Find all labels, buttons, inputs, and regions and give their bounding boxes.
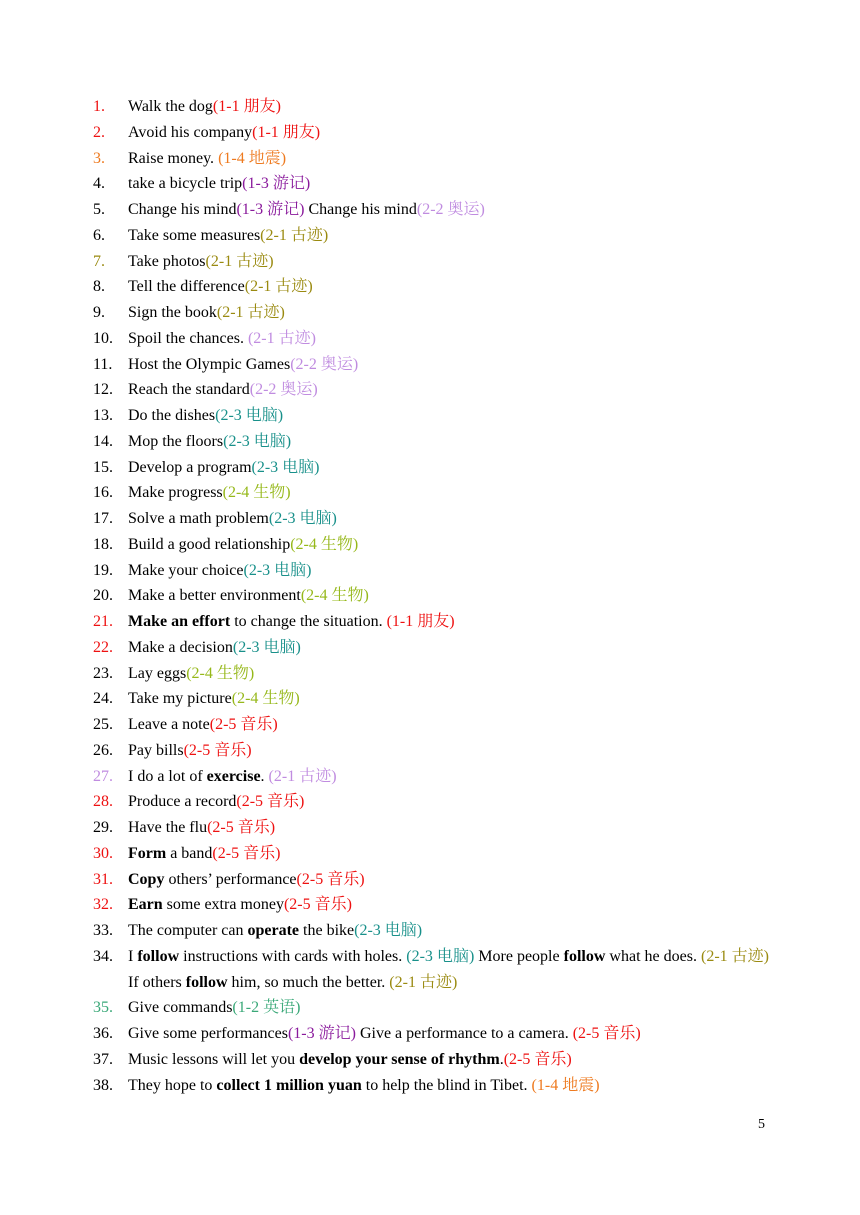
item-number: 13. bbox=[93, 407, 113, 424]
item-number: 27. bbox=[93, 767, 113, 785]
phrase-text: Mop the floors bbox=[128, 432, 224, 450]
lesson-tag: (2-3 电脑) bbox=[251, 458, 320, 476]
phrase-text: I bbox=[128, 947, 138, 965]
item-text bbox=[128, 892, 769, 918]
list-item bbox=[93, 506, 769, 532]
list-item bbox=[93, 995, 769, 1021]
list-item bbox=[93, 583, 769, 609]
phrase-text: Make a better environment bbox=[128, 587, 301, 605]
item-number: 20. bbox=[93, 587, 113, 605]
lesson-tag: (2-3 电脑) bbox=[354, 922, 423, 939]
list-item bbox=[93, 1047, 769, 1073]
list-item bbox=[93, 532, 769, 558]
lesson-tag: (1-1 朋友) bbox=[252, 123, 321, 141]
list-item bbox=[93, 892, 769, 918]
list-item bbox=[93, 480, 769, 506]
phrase-text: If others bbox=[128, 973, 186, 991]
list-item bbox=[93, 146, 769, 172]
phrase-text: instructions with cards with holes. bbox=[179, 947, 407, 965]
item-number: 4. bbox=[93, 175, 105, 193]
lesson-tag: (2-4 生物) bbox=[300, 587, 369, 605]
lesson-tag: (2-5 音乐) bbox=[183, 741, 252, 759]
list-item bbox=[93, 274, 769, 300]
lesson-tag: (1-3 游记) bbox=[287, 1025, 356, 1042]
phrase-text: . bbox=[499, 1050, 504, 1068]
lesson-tag: (2-5 音乐) bbox=[209, 716, 278, 733]
phrase-text: Build a good relationship bbox=[128, 535, 291, 553]
lesson-tag: (2-1 古迹) bbox=[700, 947, 769, 965]
item-number: 35. bbox=[93, 999, 113, 1017]
lesson-tag: (2-4 生物) bbox=[222, 484, 291, 502]
item-text bbox=[128, 789, 769, 815]
item-number: 21. bbox=[93, 613, 113, 630]
item-number: 17. bbox=[93, 510, 113, 527]
phrase-text: Develop a program bbox=[128, 458, 252, 476]
item-number: 34. bbox=[93, 947, 113, 965]
lesson-tag: (2-2 奥运) bbox=[290, 355, 359, 373]
item-text bbox=[128, 738, 769, 764]
phrase-text: Host the Olympic Games bbox=[128, 355, 291, 373]
item-number: 32. bbox=[93, 896, 113, 914]
lesson-tag: (1-4 地震) bbox=[218, 149, 287, 167]
lesson-tag: (2-5 音乐) bbox=[236, 793, 305, 811]
lesson-tag: (2-5 音乐) bbox=[212, 844, 281, 862]
item-number: 25. bbox=[93, 716, 113, 733]
phrase-text: . bbox=[260, 767, 269, 785]
item-text bbox=[128, 377, 769, 403]
item-number: 29. bbox=[93, 819, 113, 836]
phrase-text: Make progress bbox=[128, 484, 223, 502]
item-number: 1. bbox=[93, 98, 105, 115]
lesson-tag: (2-3 电脑) bbox=[223, 432, 292, 450]
item-number: 3. bbox=[93, 149, 105, 167]
item-text bbox=[128, 661, 769, 687]
item-text bbox=[128, 841, 769, 867]
item-text bbox=[128, 146, 769, 172]
list-item bbox=[93, 197, 769, 223]
phrase-text: to help the blind in Tibet. bbox=[361, 1076, 532, 1094]
item-number: 31. bbox=[93, 870, 113, 888]
list-item bbox=[93, 815, 769, 841]
list-item bbox=[93, 738, 769, 764]
phrase-text: Tell the difference bbox=[128, 278, 245, 296]
item-text bbox=[128, 944, 769, 996]
list-item bbox=[93, 764, 769, 790]
phrase-text: Change his mind bbox=[128, 201, 237, 218]
phrase-text: Do the dishes bbox=[128, 407, 216, 424]
list-item bbox=[93, 171, 769, 197]
list-item bbox=[93, 635, 769, 661]
item-text bbox=[128, 1047, 769, 1073]
item-text bbox=[128, 403, 769, 429]
item-text bbox=[128, 455, 769, 481]
lesson-tag: (1-3 游记) bbox=[242, 175, 311, 193]
lesson-tag: (1-1 朋友) bbox=[386, 613, 455, 630]
lesson-tag: (2-1 古迹) bbox=[247, 329, 316, 347]
item-text bbox=[128, 326, 769, 352]
item-text bbox=[128, 686, 769, 712]
phrase-text: the bike bbox=[299, 922, 355, 939]
item-number: 38. bbox=[93, 1076, 113, 1094]
item-number: 14. bbox=[93, 432, 113, 450]
item-number: 15. bbox=[93, 458, 113, 476]
lesson-tag: (2-4 生物) bbox=[290, 535, 359, 553]
list-item bbox=[93, 120, 769, 146]
phrase-text: More people bbox=[474, 947, 564, 965]
lesson-tag: (2-2 奥运) bbox=[249, 381, 318, 399]
phrase-text: others’ performance bbox=[164, 870, 297, 888]
item-number: 11. bbox=[93, 355, 113, 373]
item-number: 19. bbox=[93, 561, 113, 579]
lesson-tag: (2-3 电脑) bbox=[243, 561, 312, 579]
item-number: 16. bbox=[93, 484, 113, 502]
phrase-text: Have the flu bbox=[128, 819, 208, 836]
item-text bbox=[128, 609, 769, 635]
item-number: 22. bbox=[93, 638, 113, 656]
item-text bbox=[128, 712, 769, 738]
key-phrase: Form bbox=[128, 844, 167, 862]
phrase-text: Walk the dog bbox=[128, 98, 213, 115]
item-text bbox=[128, 249, 769, 275]
lesson-tag: (1-1 朋友) bbox=[212, 98, 281, 115]
phrase-text: Sign the book bbox=[128, 304, 217, 321]
list-item bbox=[93, 223, 769, 249]
list-item bbox=[93, 661, 769, 687]
list-item bbox=[93, 326, 769, 352]
item-text bbox=[128, 506, 769, 532]
phrase-text: They hope to bbox=[128, 1076, 217, 1094]
lesson-tag: (2-4 生物) bbox=[231, 690, 300, 708]
phrase-text: some extra money bbox=[162, 896, 284, 914]
list-item bbox=[93, 429, 769, 455]
item-text bbox=[128, 764, 769, 790]
phrase-text: Give commands bbox=[128, 999, 233, 1017]
list-item bbox=[93, 455, 769, 481]
item-text bbox=[128, 995, 769, 1021]
item-number: 6. bbox=[93, 226, 105, 244]
lesson-tag: (2-3 电脑) bbox=[268, 510, 337, 527]
list-item bbox=[93, 789, 769, 815]
item-text bbox=[128, 918, 769, 944]
list-item bbox=[93, 944, 769, 996]
list-item bbox=[93, 841, 769, 867]
item-text bbox=[128, 867, 769, 893]
item-number: 7. bbox=[93, 252, 105, 270]
phrase-text: Solve a math problem bbox=[128, 510, 269, 527]
key-phrase: follow bbox=[137, 947, 180, 965]
numbered-list bbox=[93, 94, 769, 1098]
lesson-tag: (2-1 古迹) bbox=[244, 278, 313, 296]
phrase-text: Give a performance to a camera. bbox=[355, 1025, 573, 1042]
lesson-tag: (2-5 音乐) bbox=[503, 1050, 572, 1068]
lesson-tag: (2-5 音乐) bbox=[283, 896, 352, 914]
item-number: 30. bbox=[93, 844, 113, 862]
item-text bbox=[128, 558, 769, 584]
phrase-text: Leave a note bbox=[128, 716, 210, 733]
item-text bbox=[128, 429, 769, 455]
item-text bbox=[128, 274, 769, 300]
item-number: 33. bbox=[93, 922, 113, 939]
key-phrase: exercise bbox=[206, 767, 261, 785]
key-phrase: operate bbox=[247, 922, 300, 939]
phrase-text: Reach the standard bbox=[128, 381, 250, 399]
phrase-text: him, so much the better. bbox=[227, 973, 390, 991]
phrase-text: what he does. bbox=[605, 947, 701, 965]
lesson-tag: (2-5 音乐) bbox=[296, 870, 365, 888]
list-item bbox=[93, 609, 769, 635]
item-text bbox=[128, 120, 769, 146]
list-item bbox=[93, 712, 769, 738]
phrase-text: to change the situation. bbox=[230, 613, 387, 630]
item-text bbox=[128, 480, 769, 506]
key-phrase: develop your sense of rhythm bbox=[299, 1050, 500, 1068]
phrase-text: Lay eggs bbox=[128, 664, 187, 682]
item-number: 9. bbox=[93, 304, 105, 321]
item-text bbox=[128, 94, 769, 120]
lesson-tag: (2-1 古迹) bbox=[389, 973, 458, 991]
item-number: 18. bbox=[93, 535, 113, 553]
item-text bbox=[128, 532, 769, 558]
phrase-text: Music lessons will let you bbox=[128, 1050, 300, 1068]
key-phrase: follow bbox=[185, 973, 228, 991]
item-number: 28. bbox=[93, 793, 113, 811]
lesson-tag: (2-3 电脑) bbox=[406, 947, 475, 965]
phrase-text: Take some measures bbox=[128, 226, 261, 244]
phrase-text: Spoil the chances. bbox=[128, 329, 248, 347]
lesson-tag: (2-5 音乐) bbox=[207, 819, 276, 836]
item-text bbox=[128, 1073, 769, 1099]
item-text bbox=[128, 815, 769, 841]
item-text bbox=[128, 583, 769, 609]
lesson-tag: (2-1 古迹) bbox=[268, 767, 337, 785]
phrase-text: The computer can bbox=[128, 922, 248, 939]
lesson-tag: (1-2 英语) bbox=[232, 999, 301, 1017]
item-number: 2. bbox=[93, 123, 105, 141]
list-item bbox=[93, 1073, 769, 1099]
item-number: 23. bbox=[93, 664, 113, 682]
list-item bbox=[93, 249, 769, 275]
lesson-tag: (1-3 游记) bbox=[236, 201, 305, 218]
item-text bbox=[128, 171, 769, 197]
phrase-text: Take my picture bbox=[128, 690, 232, 708]
item-number: 24. bbox=[93, 690, 113, 708]
item-number: 36. bbox=[93, 1025, 113, 1042]
lesson-tag: (2-3 电脑) bbox=[215, 407, 284, 424]
lesson-tag: (2-5 音乐) bbox=[572, 1025, 641, 1042]
phrase-text: Produce a record bbox=[128, 793, 237, 811]
phrase-text: Make your choice bbox=[128, 561, 244, 579]
phrase-text: Give some performances bbox=[128, 1025, 288, 1042]
phrase-text: Make a decision bbox=[128, 638, 233, 656]
item-number: 10. bbox=[93, 329, 113, 347]
list-item bbox=[93, 377, 769, 403]
phrase-text: Change his mind bbox=[304, 201, 417, 218]
item-number: 12. bbox=[93, 381, 113, 399]
phrase-text: Raise money. bbox=[128, 149, 219, 167]
item-number: 8. bbox=[93, 278, 105, 296]
key-phrase: follow bbox=[563, 947, 606, 965]
lesson-tag: (2-1 古迹) bbox=[216, 304, 285, 321]
phrase-text: I do a lot of bbox=[128, 767, 207, 785]
item-text bbox=[128, 635, 769, 661]
list-item bbox=[93, 867, 769, 893]
item-text bbox=[128, 352, 769, 378]
key-phrase: Make an effort bbox=[128, 613, 231, 630]
lesson-tag: (2-1 古迹) bbox=[260, 226, 329, 244]
lesson-tag: (2-1 古迹) bbox=[205, 252, 274, 270]
lesson-tag: (1-4 地震) bbox=[531, 1076, 600, 1094]
item-number: 26. bbox=[93, 741, 113, 759]
key-phrase: Copy bbox=[128, 870, 165, 888]
item-number: 37. bbox=[93, 1050, 113, 1068]
list-item bbox=[93, 918, 769, 944]
key-phrase: Earn bbox=[128, 896, 163, 914]
item-number: 5. bbox=[93, 201, 105, 218]
item-text bbox=[128, 223, 769, 249]
lesson-tag: (2-3 电脑) bbox=[232, 638, 301, 656]
phrase-text: Take photos bbox=[128, 252, 206, 270]
key-phrase: collect 1 million yuan bbox=[216, 1076, 362, 1094]
item-text bbox=[128, 197, 769, 223]
lesson-tag: (2-2 奥运) bbox=[416, 201, 485, 218]
phrase-text: a band bbox=[166, 844, 213, 862]
phrase-text: Avoid his company bbox=[128, 123, 253, 141]
phrase-text: take a bicycle trip bbox=[128, 175, 243, 193]
page-number: 5 bbox=[758, 1117, 765, 1132]
list-item bbox=[93, 1021, 769, 1047]
lesson-tag: (2-4 生物) bbox=[186, 664, 255, 682]
item-text bbox=[128, 300, 769, 326]
list-item bbox=[93, 352, 769, 378]
list-item bbox=[93, 403, 769, 429]
list-item bbox=[93, 558, 769, 584]
list-item bbox=[93, 300, 769, 326]
phrase-text: Pay bills bbox=[128, 741, 184, 759]
list-item bbox=[93, 686, 769, 712]
item-text bbox=[128, 1021, 769, 1047]
list-item bbox=[93, 94, 769, 120]
